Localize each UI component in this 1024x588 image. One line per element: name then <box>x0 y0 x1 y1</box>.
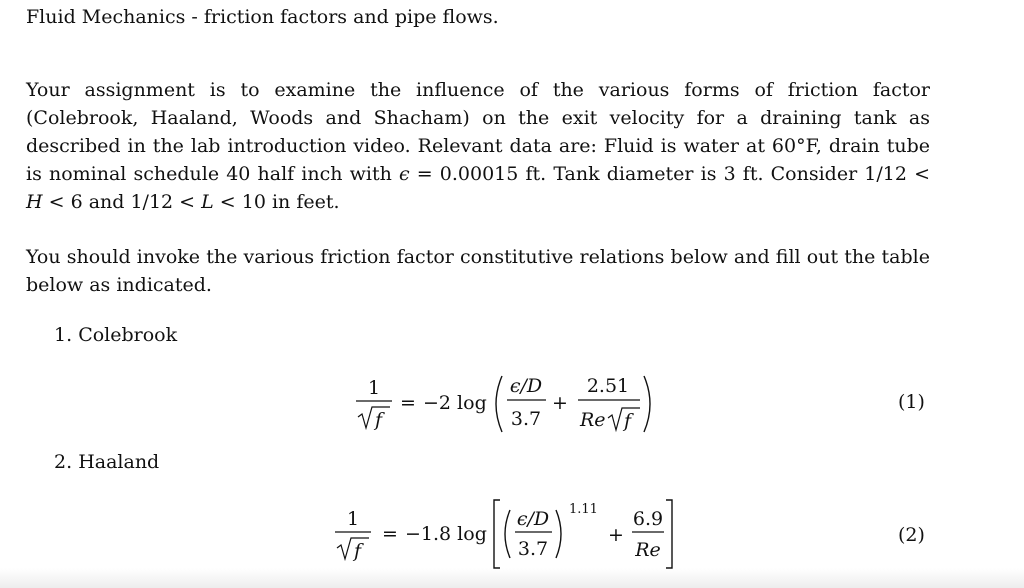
eq2-lhs-denominator: f <box>354 540 362 562</box>
paragraph-text: < 10 in feet. <box>213 191 340 213</box>
eq2-left-bracket <box>494 500 500 568</box>
eq2-left-paren <box>505 510 510 558</box>
paragraph-text: < 6 and 1/12 < <box>42 191 202 213</box>
eq2-coefficient: −1.8 log <box>405 523 487 545</box>
eq2-exponent: 1.11 <box>569 502 598 517</box>
eq2-plus: + <box>608 524 624 546</box>
list-item-colebrook <box>54 324 177 346</box>
eq1-term2-numerator: 2.51 <box>586 375 630 397</box>
instructions-paragraph: You should invoke the various friction factor constitutive relations below and fill out the table below as indicated. <box>26 246 930 296</box>
document-title: Fluid Mechanics - friction factors and pipe flows. <box>26 6 499 28</box>
eq1-left-paren <box>496 376 502 432</box>
eq2-term1-denominator: 3.7 <box>517 538 549 560</box>
eq2-right-paren <box>556 510 561 558</box>
list-item-label: Haaland <box>78 451 160 473</box>
eq1-term1-denominator: 3.7 <box>510 408 542 430</box>
equation-colebrook <box>350 370 670 440</box>
eq1-plus: + <box>552 392 568 414</box>
eq1-term1-numerator: ϵ/D <box>509 375 543 397</box>
eq1-right-paren <box>644 376 650 432</box>
length-symbol: L <box>201 191 214 213</box>
eq2-equals: = <box>382 523 398 545</box>
eq2-term2-numerator: 6.9 <box>632 508 664 530</box>
height-symbol: H <box>26 191 43 213</box>
eq2-term2-denominator: Re <box>635 539 661 561</box>
list-item-label: Colebrook <box>78 324 178 346</box>
eq1-lhs-denominator: f <box>375 409 383 431</box>
eq2-right-bracket <box>666 500 672 568</box>
assignment-paragraph <box>26 76 930 216</box>
eq1-term2-reynolds: Re <box>580 409 606 431</box>
eq2-term1-numerator: ϵ/D <box>516 508 550 530</box>
equation-number-1: (1) <box>898 391 925 413</box>
list-item-haaland <box>54 451 159 473</box>
paragraph-text: Your assignment is to examine the influence of the various forms of friction factor (Colebrook, Haaland, Woods and Shacham) on the exit velocity for a draining tank as described in the lab introduction video. Relevant data are: Fluid is water at 60°F, drain tube is nominal schedule 40 half inch with <box>26 79 930 185</box>
eq1-lhs-sqrt-sign <box>358 407 390 428</box>
equation-number-2: (2) <box>898 524 925 546</box>
eq1-equals: = <box>400 392 416 414</box>
eq1-term2-friction: f <box>624 410 632 432</box>
bottom-fade <box>0 568 1024 588</box>
eq2-lhs-numerator: 1 <box>346 508 360 530</box>
paragraph-text: = 0.00015 ft. Tank diameter is 3 ft. Consider 1/12 < <box>409 163 930 185</box>
list-item-number: 2. <box>54 451 73 473</box>
epsilon-symbol: ϵ <box>398 163 410 185</box>
list-item-number: 1. <box>54 324 73 346</box>
eq2-lhs-sqrt-sign <box>337 538 369 559</box>
eq1-lhs-numerator: 1 <box>367 377 381 399</box>
eq1-coefficient: −2 log <box>423 392 487 414</box>
equation-haaland <box>330 494 680 574</box>
